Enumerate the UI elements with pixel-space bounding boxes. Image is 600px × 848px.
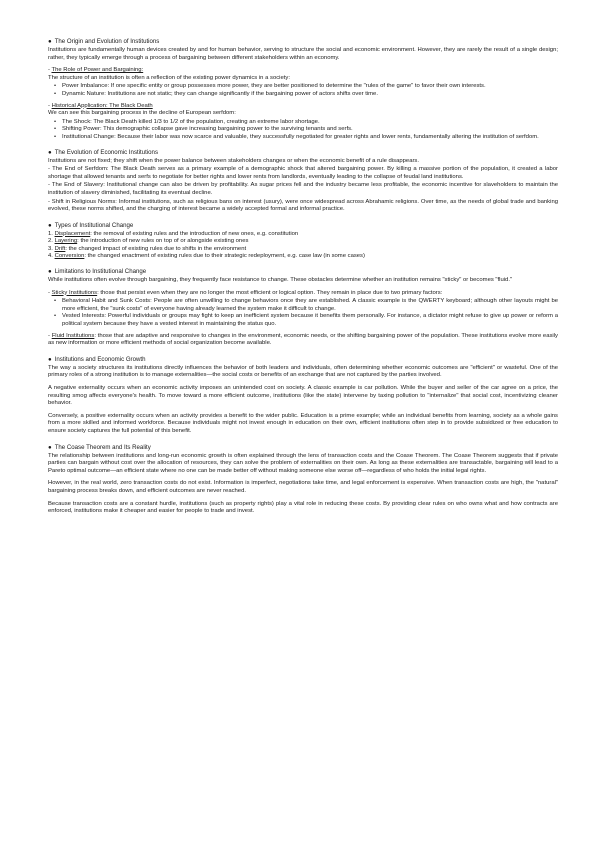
subheading: - Historical Application: The Black Death: [48, 102, 153, 109]
paragraph: Institutions are fundamentally human devices created by and for human behavior, serving to structure the social and economic environment. However, they are rarely the result of a single design; rather, they typically emerge through a process of bargaining between different stakeholders within an economy.: [48, 47, 558, 61]
paragraph: Institutions are not fixed; they shift when the power balance between stakeholders changes or when the economic benefit of a rule disappears.: [48, 157, 420, 164]
section-title: ● The Evolution of Economic Institutions: [48, 148, 158, 156]
list-item: 2. Layering: the introduction of new rules on top of or alongside existing ones: [48, 238, 249, 245]
list-item: 3. Drift: the changed impact of existing rules due to shifts in the environment: [48, 245, 247, 252]
paragraph: - Sticky Institutions: those that persist even when they are no longer the most efficient or logical option. They remain in place due to two primary factors:: [48, 289, 443, 296]
list-item: • Institutional Change: Because their labor was now scarce and valuable, they successfully negotiated for greater rights and lower rents, fundamentally altering the institution of serfdom.: [62, 134, 558, 142]
subheading: - The Role of Power and Bargaining:: [48, 67, 144, 74]
list-item: • Behavioral Habit and Sunk Costs: People are often unwilling to change behaviors once they are established. A classic example is the QWERTY keyboard; although other layouts might be more efficient, the "sunk costs" of everyone having already learned the system make it difficult to change.: [62, 298, 558, 313]
paragraph: Because transaction costs are a constant hurdle, institutions (such as property rights) play a vital role in reducing these costs. By providing clear rules on who owns what and how contracts are enforced, institutions make it cheaper and easier for people to trade and invest.: [48, 500, 558, 515]
paragraph: - Shift in Religious Norms: Informal institutions, such as religious bans on interest (usury), were once widespread across Abrahamic religions. Over time, as the needs of global trade and banking evolved, these norms shifted, and the charging of interest became a widely accepted formal and informal practice.: [48, 198, 558, 213]
paragraph: However, in the real world, zero transaction costs do not exist. Information is imperfect, negotiations take time, and legal enforcement is expensive. When transaction costs are high, the "natural" bargaining process breaks down, and efficient outcomes are never reached.: [48, 480, 558, 494]
list-item: • Vested Interests: Powerful individuals or groups may fight to keep an inefficient system because it benefits them personally. For instance, a dictator might refuse to give up power or reform a political system because they have a vested interest in maintaining the status quo.: [62, 313, 558, 328]
list-item: 4. Conversion: the changed enactment of existing rules due to their strategic redeployment, e.g. case law (in some cases): [48, 253, 365, 260]
section-title: ● Types of Institutional Change: [48, 221, 134, 229]
list-item: • Dynamic Nature: Institutions are not static; they can change significantly if the bargaining power of actors shifts over time.: [62, 91, 558, 99]
paragraph: - The End of Serfdom: The Black Death serves as a primary example of a demographic shock that altered bargaining power. By killing a massive portion of the population, it created a labor shortage that allowed tenants and serfs to negotiate for better rights and lower rents from landlords, eventually leading to the collapse of feudal land institutions.: [48, 166, 558, 180]
paragraph: A negative externality occurs when an economic activity imposes an unintended cost on society. A classic example is car pollution. While the buyer and seller of the car agree on a price, the resulting smog affects everyone's health. To move toward a more efficient outcome, institutions (like the state) intervene by taxing pollution to "internalize" that social cost, incentivizing cleaner behavior.: [48, 385, 558, 407]
section-title: ● Limitations to Institutional Change: [48, 268, 147, 276]
list-item: • The Shock: The Black Death killed 1/3 to 1/2 of the population, creating an extreme labor shortage.: [62, 119, 558, 127]
list-item: 1. Displacement: the removal of existing rules and the introduction of new ones, e.g. constitution: [48, 230, 299, 237]
paragraph: We can see this bargaining process in the decline of European serfdom:: [48, 110, 236, 117]
section-title: ● The Coase Theorem and Its Reality: [48, 443, 151, 451]
list-item: • Shifting Power: This demographic collapse gave increasing bargaining power to the surviving tenants and serfs.: [62, 126, 558, 134]
section-title: ● The Origin and Evolution of Institutions: [48, 38, 160, 45]
paragraph: While institutions often evolve through bargaining, they frequently face resistance to change. These obstacles determine whether an institution remains "sticky" or becomes "fluid.": [48, 277, 513, 284]
paragraph: The relationship between institutions and long-run economic growth is often explained through the lens of transaction costs and the Coase Theorem. The Coase Theorem suggests that if private parties can bargain without cost over the allocation of resources, they can solve the problem of externalities on their own. As long as these externalities are transactable, bargaining will lead to a Pareto optimal outcome—an efficient state where no one can be made better off without making someone else worse off—regardless of who holds the initial legal rights.: [48, 452, 558, 474]
section-title: ● Institutions and Economic Growth: [48, 355, 146, 363]
numbered-list: [48, 231, 558, 261]
paragraph: The structure of an institution is often a reflection of the existing power dynamics in a society:: [48, 74, 290, 81]
bullet-list: [62, 298, 558, 328]
paragraph: The way a society structures its institutions directly influences the behavior of both leaders and individuals, often determining whether economic outcomes are "efficient" or wasteful. One of the primary roles of a strong institution is to manage externalities—the social costs or benefits of an exchange that are not captured by the parties involved.: [48, 364, 558, 379]
paragraph: Conversely, a positive externality occurs when an activity provides a benefit to the wider public. Education is a prime example; while an individual benefits from learning, society as a whole gains from a more skilled and informed workforce. Because individuals might not invest enough in education on their own, efficient institutions often step in to provide subsidized or free education to ensure society captures the full potential of this benefit.: [48, 412, 558, 434]
paragraph: - The End of Slavery: Institutional change can also be driven by profitability. As sugar prices fell and the industry became less profitable, the economic incentive for slaveholders to maintain the institution of slavery diminished, facilitating its eventual decline.: [48, 182, 558, 196]
bullet-list: [62, 119, 558, 142]
paragraph: - Fluid Institutions: those that are adaptive and responsive to changes in the environment, economic needs, or the shifting bargaining power of the population. These institutions evolve more easily as new information or more efficient methods of social organization become available.: [48, 332, 558, 347]
bullet-list: [62, 83, 558, 98]
list-item: • Power Imbalance: If one specific entity or group possesses more power, they are better positioned to determine the "rules of the game" to favor their own interests.: [62, 83, 558, 91]
